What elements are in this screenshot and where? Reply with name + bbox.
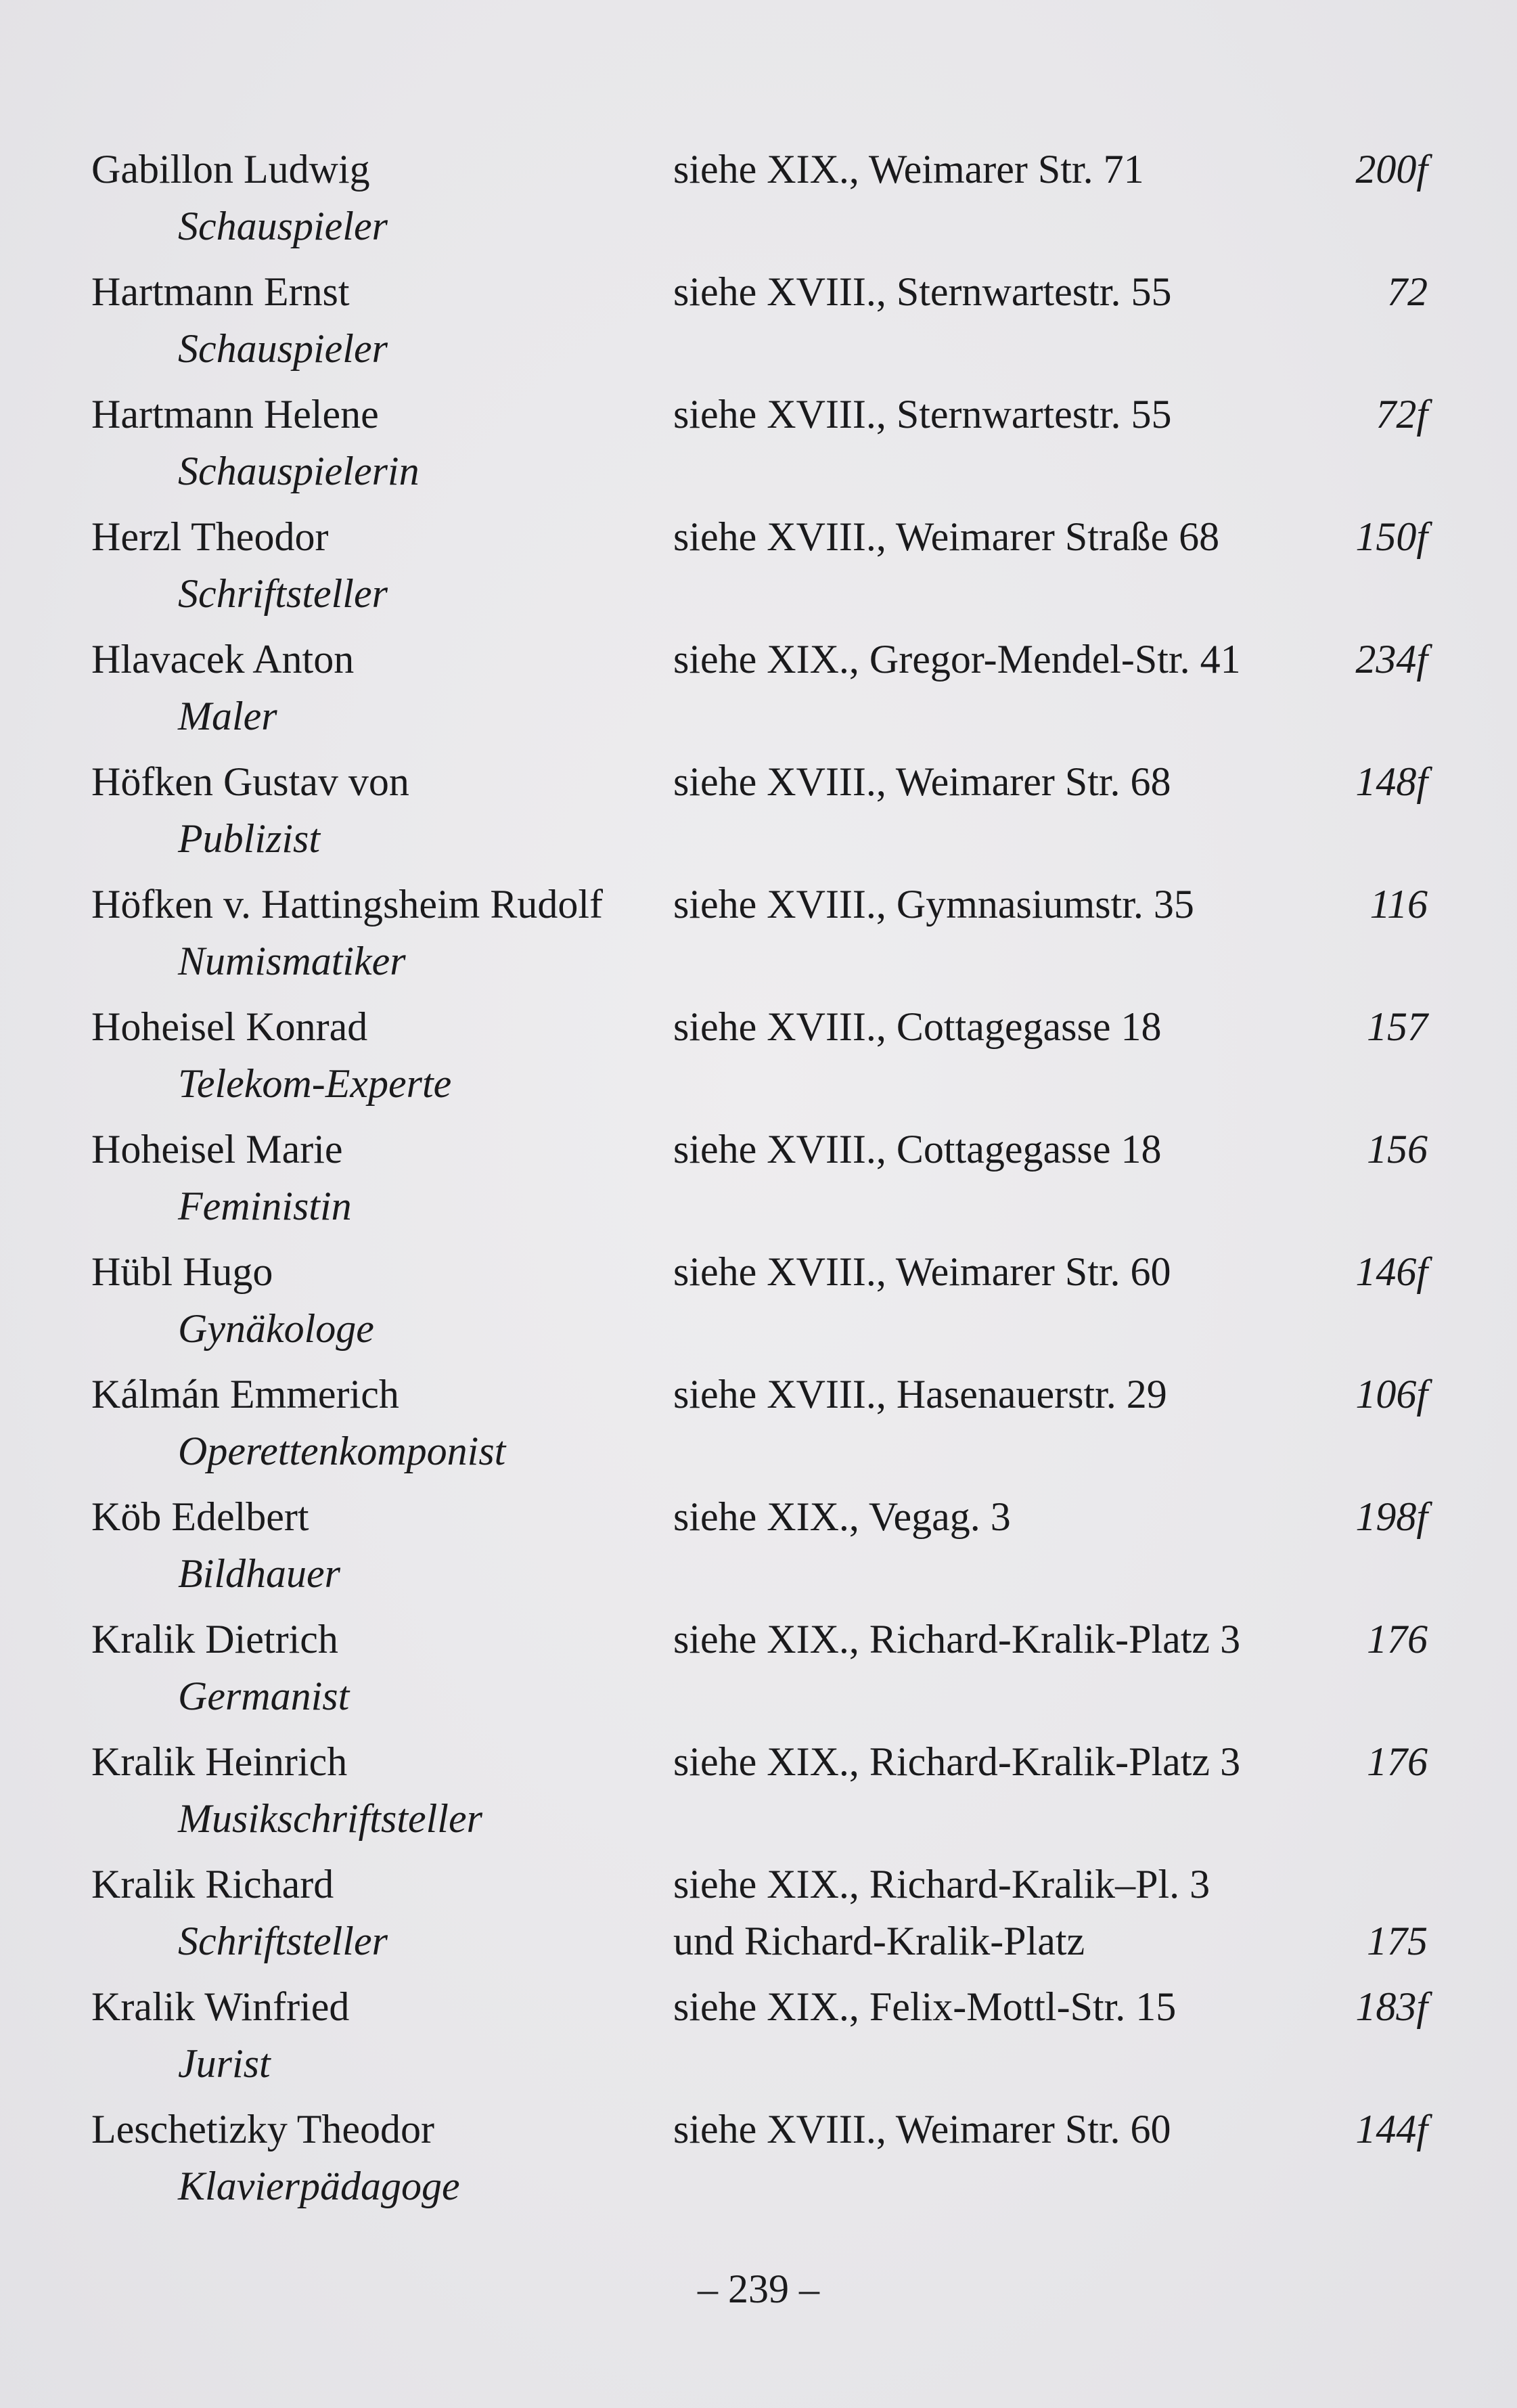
person-name: Leschetizky Theodor bbox=[91, 2107, 435, 2151]
profession: Klavierpädagoge bbox=[178, 2164, 460, 2208]
page-reference: 106f bbox=[1355, 1372, 1428, 1417]
profession: Publizist bbox=[178, 816, 321, 861]
entry-sub-line bbox=[91, 198, 1428, 254]
list-item bbox=[91, 1488, 1428, 1611]
entry-sub-line bbox=[91, 320, 1428, 377]
entry-main-line bbox=[91, 141, 1428, 198]
entry-main-line bbox=[91, 753, 1428, 810]
profession: Germanist bbox=[178, 1674, 350, 1718]
entry-main-line bbox=[91, 631, 1428, 688]
person-name: Kralik Heinrich bbox=[91, 1739, 348, 1784]
address: siehe XVIII., Weimarer Str. 60 bbox=[673, 1249, 1171, 1294]
entry-sub-line bbox=[91, 443, 1428, 499]
list-item bbox=[91, 753, 1428, 876]
list-item bbox=[91, 631, 1428, 753]
address: siehe XIX., Richard-Kralik-Platz 3 bbox=[673, 1739, 1241, 1784]
address: siehe XIX., Vegag. 3 bbox=[673, 1494, 1011, 1539]
entry-sub-line bbox=[91, 933, 1428, 989]
profession: Telekom-Experte bbox=[178, 1061, 452, 1106]
entry-main-line bbox=[91, 508, 1428, 565]
person-name: Kálmán Emmerich bbox=[91, 1372, 399, 1417]
address: siehe XIX., Gregor-Mendel-Str. 41 bbox=[673, 637, 1241, 682]
page-reference: 156 bbox=[1367, 1127, 1428, 1172]
person-name: Köb Edelbert bbox=[91, 1494, 309, 1539]
person-name: Hartmann Helene bbox=[91, 392, 379, 437]
profession: Gynäkologe bbox=[178, 1306, 374, 1351]
entry-sub-line bbox=[91, 2035, 1428, 2092]
person-name: Höfken v. Hattingsheim Rudolf bbox=[91, 882, 604, 927]
entry-sub-line bbox=[91, 1668, 1428, 1724]
person-name: Hübl Hugo bbox=[91, 1249, 273, 1294]
list-item bbox=[91, 1856, 1428, 1978]
person-name: Herzl Theodor bbox=[91, 514, 329, 559]
page-reference: 144f bbox=[1355, 2107, 1428, 2151]
address-secondary: und Richard-Kralik-Platz bbox=[673, 1919, 1085, 1963]
entry-sub-line bbox=[91, 1178, 1428, 1234]
address: siehe XIX., Felix-Mottl-Str. 15 bbox=[673, 1984, 1177, 2029]
entry-sub-line bbox=[91, 1790, 1428, 1847]
page-reference: 183f bbox=[1355, 1984, 1428, 2029]
entry-sub-line bbox=[91, 1423, 1428, 1479]
address: siehe XVIII., Hasenauerstr. 29 bbox=[673, 1372, 1167, 1417]
person-name: Hlavacek Anton bbox=[91, 637, 355, 682]
entry-main-line bbox=[91, 1366, 1428, 1423]
list-item bbox=[91, 1366, 1428, 1488]
entry-main-line bbox=[91, 386, 1428, 443]
address: siehe XVIII., Weimarer Straße 68 bbox=[673, 514, 1220, 559]
page-reference-secondary: 175 bbox=[1367, 1919, 1428, 1963]
entry-sub-line bbox=[91, 2158, 1428, 2214]
page-reference: 146f bbox=[1355, 1249, 1428, 1294]
entry-main-line bbox=[91, 1978, 1428, 2035]
entry-sub-line bbox=[91, 1545, 1428, 1602]
person-name: Kralik Dietrich bbox=[91, 1617, 338, 1662]
entry-sub-line bbox=[91, 810, 1428, 867]
list-item bbox=[91, 263, 1428, 386]
person-name: Hartmann Ernst bbox=[91, 269, 350, 314]
person-name: Kralik Winfried bbox=[91, 1984, 350, 2029]
list-item bbox=[91, 508, 1428, 631]
address: siehe XVIII., Weimarer Str. 60 bbox=[673, 2107, 1171, 2151]
page-reference: 148f bbox=[1355, 759, 1428, 804]
address: siehe XIX., Weimarer Str. 71 bbox=[673, 147, 1144, 192]
list-item bbox=[91, 1121, 1428, 1243]
list-item bbox=[91, 141, 1428, 263]
entry-sub-line bbox=[91, 1300, 1428, 1357]
page-reference: 72f bbox=[1376, 392, 1428, 437]
person-name: Kralik Richard bbox=[91, 1862, 334, 1907]
profession: Numismatiker bbox=[178, 939, 406, 983]
profession: Schriftsteller bbox=[178, 571, 388, 616]
entry-list bbox=[91, 141, 1428, 2223]
list-item bbox=[91, 386, 1428, 508]
address: siehe XIX., Richard-Kralik-Platz 3 bbox=[673, 1617, 1241, 1662]
person-name: Hoheisel Konrad bbox=[91, 1004, 368, 1049]
address: siehe XVIII., Cottagegasse 18 bbox=[673, 1004, 1162, 1049]
page-reference: 176 bbox=[1367, 1739, 1428, 1784]
profession: Musikschriftsteller bbox=[178, 1796, 482, 1841]
list-item bbox=[91, 1611, 1428, 1733]
page-reference: 116 bbox=[1369, 882, 1428, 927]
list-item bbox=[91, 2101, 1428, 2223]
entry-main-line bbox=[91, 1243, 1428, 1300]
list-item bbox=[91, 1733, 1428, 1856]
profession: Schriftsteller bbox=[178, 1919, 388, 1963]
address: siehe XVIII., Weimarer Str. 68 bbox=[673, 759, 1171, 804]
person-name: Gabillon Ludwig bbox=[91, 147, 370, 192]
list-item bbox=[91, 876, 1428, 998]
profession: Jurist bbox=[178, 2041, 271, 2086]
address: siehe XVIII., Gymnasiumstr. 35 bbox=[673, 882, 1194, 927]
person-name: Höfken Gustav von bbox=[91, 759, 409, 804]
profession: Maler bbox=[178, 694, 277, 738]
entry-main-line bbox=[91, 998, 1428, 1055]
profession: Operettenkomponist bbox=[178, 1429, 506, 1473]
profession: Schauspielerin bbox=[178, 449, 420, 493]
entry-sub-line bbox=[91, 688, 1428, 744]
page-reference: 150f bbox=[1355, 514, 1428, 559]
page-reference: 200f bbox=[1355, 147, 1428, 192]
profession: Schauspieler bbox=[178, 326, 388, 371]
entry-main-line bbox=[91, 263, 1428, 320]
profession: Bildhauer bbox=[178, 1551, 340, 1596]
page-reference: 198f bbox=[1355, 1494, 1428, 1539]
entry-main-line bbox=[91, 1611, 1428, 1668]
page-reference: 157 bbox=[1367, 1004, 1428, 1049]
address: siehe XIX., Richard-Kralik–Pl. 3 bbox=[673, 1862, 1210, 1907]
page-reference: 176 bbox=[1367, 1617, 1428, 1662]
entry-sub-line bbox=[91, 565, 1428, 622]
list-item bbox=[91, 998, 1428, 1121]
list-item bbox=[91, 1243, 1428, 1366]
address: siehe XVIII., Sternwartestr. 55 bbox=[673, 269, 1172, 314]
person-name: Hoheisel Marie bbox=[91, 1127, 343, 1172]
entry-main-line bbox=[91, 1121, 1428, 1178]
page-number: – 239 – bbox=[698, 2267, 819, 2311]
entry-sub-line bbox=[91, 1913, 1428, 1969]
entry-main-line bbox=[91, 1733, 1428, 1790]
address: siehe XVIII., Cottagegasse 18 bbox=[673, 1127, 1162, 1172]
entry-main-line bbox=[91, 2101, 1428, 2158]
page-reference: 72 bbox=[1387, 269, 1428, 314]
profession: Schauspieler bbox=[178, 204, 388, 248]
list-item bbox=[91, 1978, 1428, 2101]
page-reference: 234f bbox=[1355, 637, 1428, 682]
profession: Feministin bbox=[178, 1184, 352, 1228]
entry-sub-line bbox=[91, 1055, 1428, 1112]
address: siehe XVIII., Sternwartestr. 55 bbox=[673, 392, 1172, 437]
entry-main-line bbox=[91, 1856, 1428, 1913]
entry-main-line bbox=[91, 876, 1428, 933]
entry-main-line bbox=[91, 1488, 1428, 1545]
